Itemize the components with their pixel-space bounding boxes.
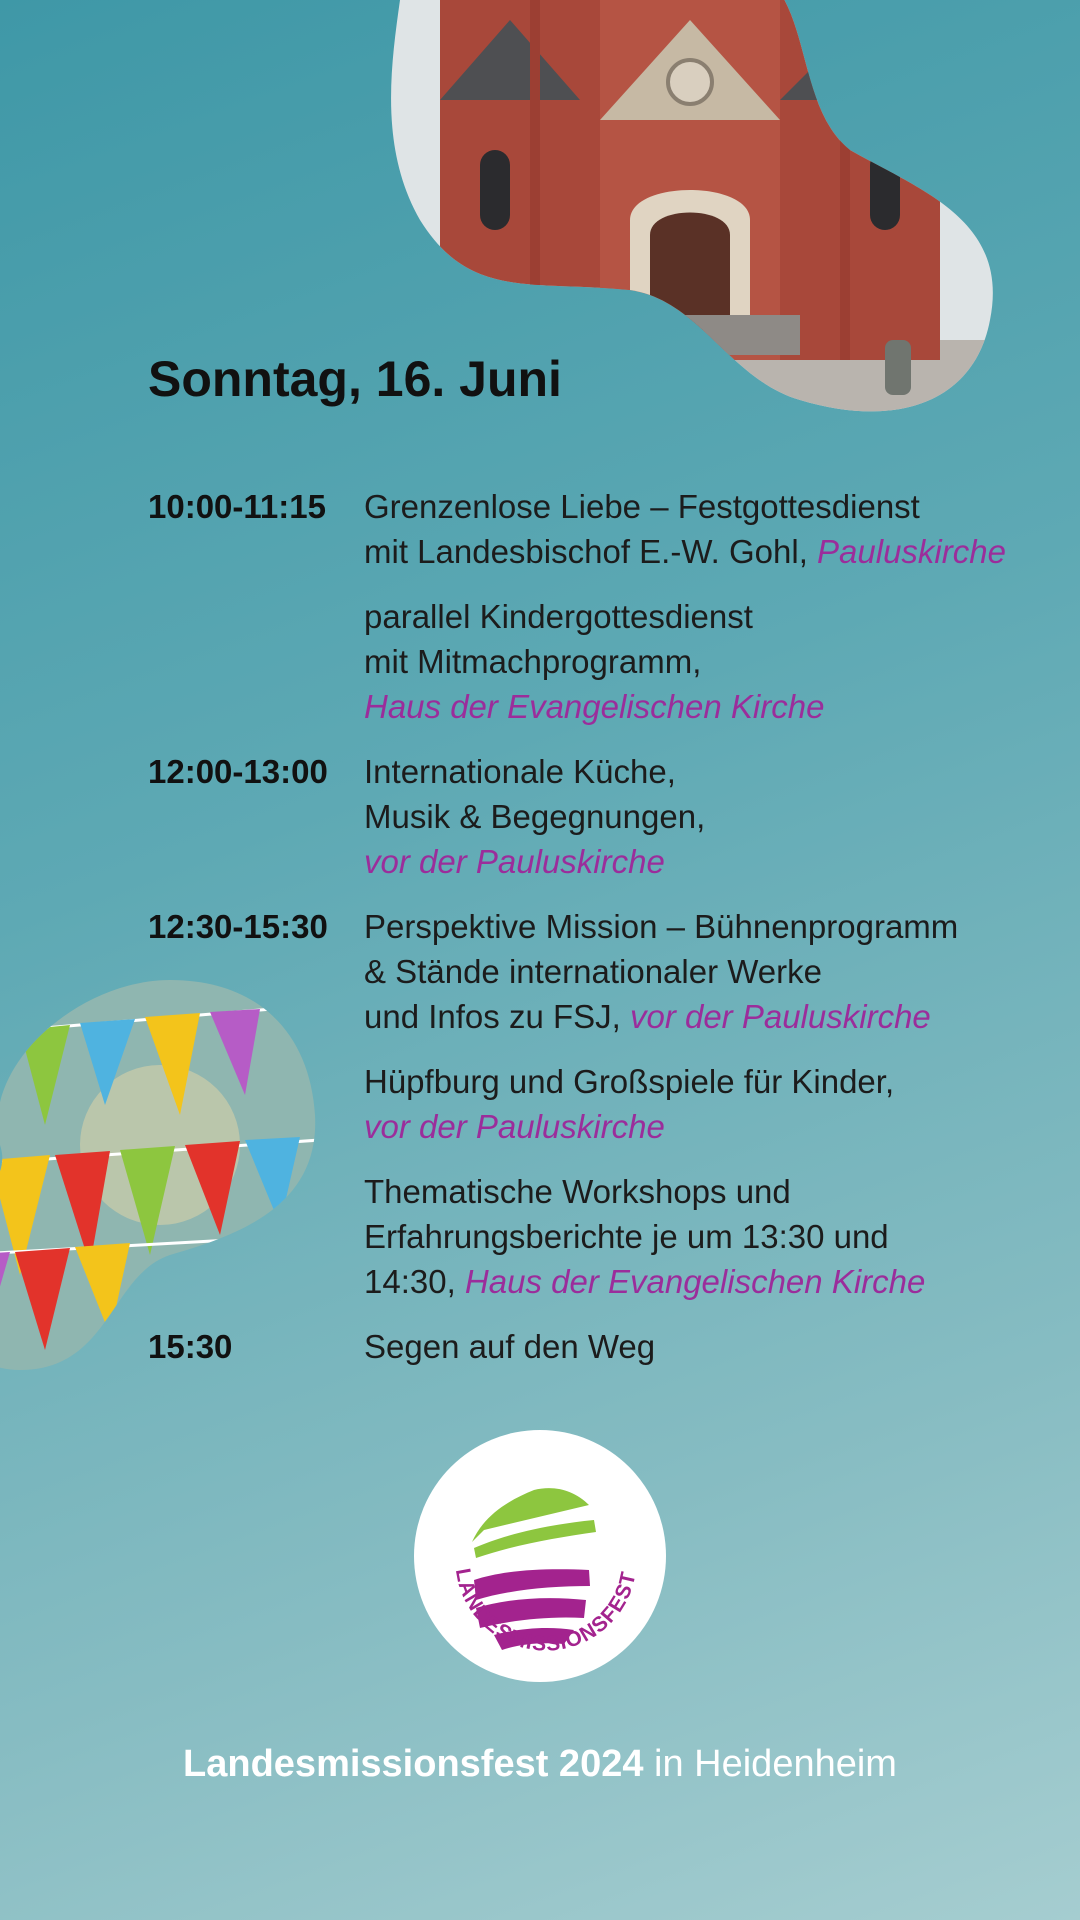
line-text: 14:30, (364, 1263, 465, 1300)
line-text: mit Mitmachprogramm, (364, 643, 702, 680)
event-time (148, 1169, 364, 1304)
event-description (364, 749, 705, 884)
venue-label: vor der Pauluskirche (364, 1108, 665, 1145)
description-line (364, 794, 705, 839)
venue-label: Pauluskirche (817, 533, 1006, 570)
event-description (364, 1059, 894, 1149)
venue-label: vor der Pauluskirche (629, 998, 931, 1035)
line-text: parallel Kindergottesdienst (364, 598, 753, 635)
description-line (364, 949, 958, 994)
schedule-entry (148, 1169, 1048, 1304)
event-description (364, 904, 958, 1039)
line-text: & Stände internationaler Werke (364, 953, 822, 990)
line-text: Grenzenlose Liebe – Festgottesdienst (364, 488, 920, 525)
description-line (364, 1169, 925, 1214)
event-time (148, 1059, 364, 1149)
landesmissionsfest-logo (414, 1430, 666, 1682)
event-time: 15:30 (148, 1328, 233, 1365)
schedule (148, 484, 1048, 1389)
footer (0, 1742, 1080, 1788)
day-title: Sonntag, 16. Juni (148, 351, 562, 407)
line-text: Internationale Küche, (364, 753, 676, 790)
venue-label: Haus der Evangelischen Kirche (464, 1263, 926, 1300)
event-time: 12:00-13:00 (148, 753, 328, 790)
venue-label: Haus der Evangelischen Kirche (364, 688, 825, 725)
description-line (364, 904, 958, 949)
venue-label: vor der Pauluskirche (364, 843, 665, 880)
footer-location: in Heidenheim (643, 1743, 897, 1785)
schedule-entry (148, 484, 1048, 574)
description-line (364, 1059, 894, 1104)
event-description (364, 594, 824, 729)
line-text: Perspektive Mission – Bühnenprogramm (364, 908, 959, 945)
description-line (364, 529, 1006, 574)
event-time: 12:30-15:30 (148, 908, 328, 945)
event-description (364, 1324, 655, 1369)
description-line (364, 1104, 894, 1149)
description-line (364, 594, 824, 639)
description-line (364, 639, 824, 684)
logo-text: LANDESMISSIONSFEST (450, 1566, 641, 1656)
description-line (364, 1214, 925, 1259)
schedule-entry (148, 594, 1048, 729)
event-description (364, 1169, 925, 1304)
line-text: und Infos zu FSJ, (364, 998, 630, 1035)
line-text: Hüpfburg und Großspiele für Kinder, (364, 1063, 895, 1100)
description-line (364, 839, 705, 884)
schedule-entry (148, 904, 1048, 1039)
description-line (364, 749, 705, 794)
event-time (148, 594, 364, 729)
schedule-entry (148, 1059, 1048, 1149)
description-line (364, 994, 958, 1039)
schedule-entry (148, 749, 1048, 884)
line-text: Erfahrungsberichte je um 13:30 und (364, 1218, 889, 1255)
line-text: Segen auf den Weg (364, 1328, 656, 1365)
line-text: mit Landesbischof E.-W. Gohl, (364, 533, 818, 570)
landesmissionsfest-logo-icon (414, 1430, 666, 1682)
event-time: 10:00-11:15 (148, 488, 326, 525)
schedule-entry (148, 1324, 1048, 1369)
description-line (364, 484, 1006, 529)
description-line (364, 1324, 655, 1369)
line-text: Thematische Workshops und (364, 1173, 791, 1210)
description-line (364, 684, 824, 729)
event-description (364, 484, 1006, 574)
footer-event-name: Landesmissionsfest 2024 (183, 1743, 644, 1785)
line-text: Musik & Begegnungen, (364, 798, 706, 835)
description-line (364, 1259, 925, 1304)
